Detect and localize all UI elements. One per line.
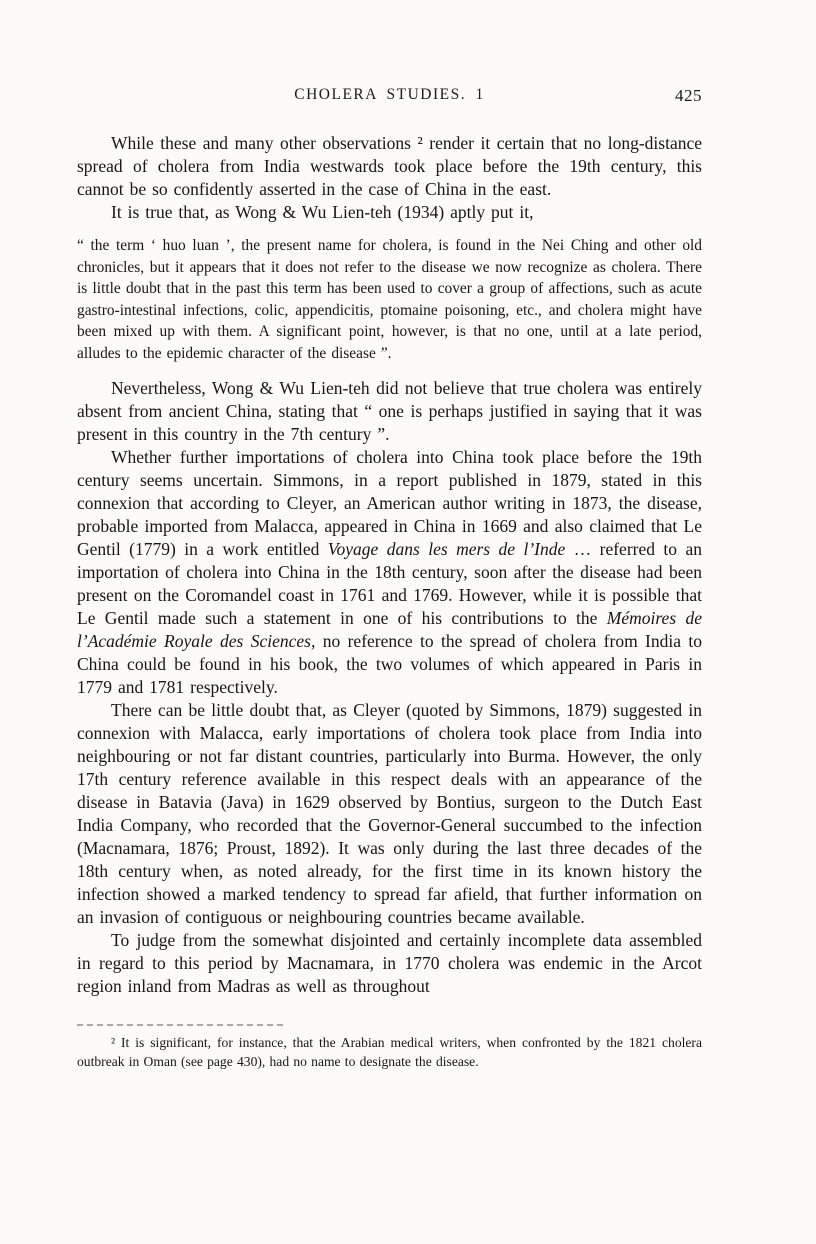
- paragraph-nevertheless: Nevertheless, Wong & Wu Lien-teh did not believe that true cholera was entirely absent from ancient China, stating that “ one is perhaps justified in saying that it was present in this country in the 7th century ”.: [77, 378, 702, 444]
- footnote-divider: [77, 1024, 283, 1026]
- running-head: [77, 86, 702, 106]
- book-title-voyage-italic: Voyage dans les mers de l’Inde: [327, 539, 566, 559]
- text-run: … referred to an importation of cholera into China in the 18th century, soon after the disease had been present on the Coromandel coast in 1761 and 1769. However, while it is possible that Le Gentil made such a statement in one of his contributions to the: [77, 539, 702, 628]
- page-content: [77, 86, 702, 1071]
- paragraph-macnamara-1770: To judge from the somewhat disjointed and certainly incomplete data assembled in regard to this period by Macnamara, in 1770 cholera was endemic in the Arcot region inland from Madras as well as throughout: [77, 930, 702, 996]
- paragraph-cleyer-malacca: There can be little doubt that, as Cleyer (quoted by Simmons, 1879) suggested in connexion with Malacca, early importations of cholera took place from India into neighbouring or not far distant countries, particularly into Burma. However, the only 17th century reference available in this respect deals with an appearance of the disease in Batavia (Java) in 1629 observed by Bontius, surgeon to the Dutch East India Company, who recorded that the Governor-General succumbed to the infection (Macnamara, 1876; Proust, 1892). It was only during the last three decades of the 18th century when, as noted already, for the first time in its known history the infection showed a marked tendency to spread far afield, that further information on an invasion of contiguous or neighbouring countries became available.: [77, 700, 702, 927]
- text-run: Whether further importations of cholera into China took place before the 19th century seems uncertain. Simmons, in a report published in 1879, stated in this connexion that according to Cleyer, an American author writing in 1873, the disease, probable imported from Malacca, appeared in China in 1669 and also claimed that Le Gentil (1779) in a work entitled: [77, 447, 702, 559]
- footnote-area: [77, 1024, 702, 1071]
- blockquote-wong-wu-lien-teh: “ the term ‘ huo luan ’, the present name for cholera, is found in the Nei Ching and other old chronicles, but it appears that it does not refer to the disease we now recognize as cholera. There is little doubt that in the past this term has been used to cover a group of affections, such as acute gastro-intestinal infections, colic, appendicitis, ptomaine poisoning, etc., and cholera might have been mixed up with them. A significant point, however, is that no one, until at a late period, alludes to the epidemic character of the disease ”.: [77, 237, 702, 362]
- text-run: no reference to the spread of cholera from India to China could be found in his book, the two volumes of which appeared in Paris in 1779 and 1781 respectively.: [77, 631, 702, 697]
- page-number: 425: [675, 86, 702, 105]
- paragraph-simmons: [77, 446, 702, 699]
- journal-title-memoires-italic: Mémoires de l’Académie Royale des Sciences,: [77, 608, 702, 651]
- footnote-text: ² It is significant, for instance, that the Arabian medical writers, when confronted by the 1821 cholera outbreak in Oman (see page 430), had no name to designate the disease.: [77, 1035, 702, 1069]
- page-body: [77, 132, 702, 998]
- paragraph-quote-intro: It is true that, as Wong & Wu Lien-teh (1934) aptly put it,: [111, 202, 534, 222]
- paragraph-observations: While these and many other observations ² render it certain that no long-distance spread of cholera from India westwards took place before the 19th century, this cannot be so confidently asserted in the case of China in the east.: [77, 133, 702, 199]
- running-title: CHOLERA STUDIES. 1: [294, 86, 485, 103]
